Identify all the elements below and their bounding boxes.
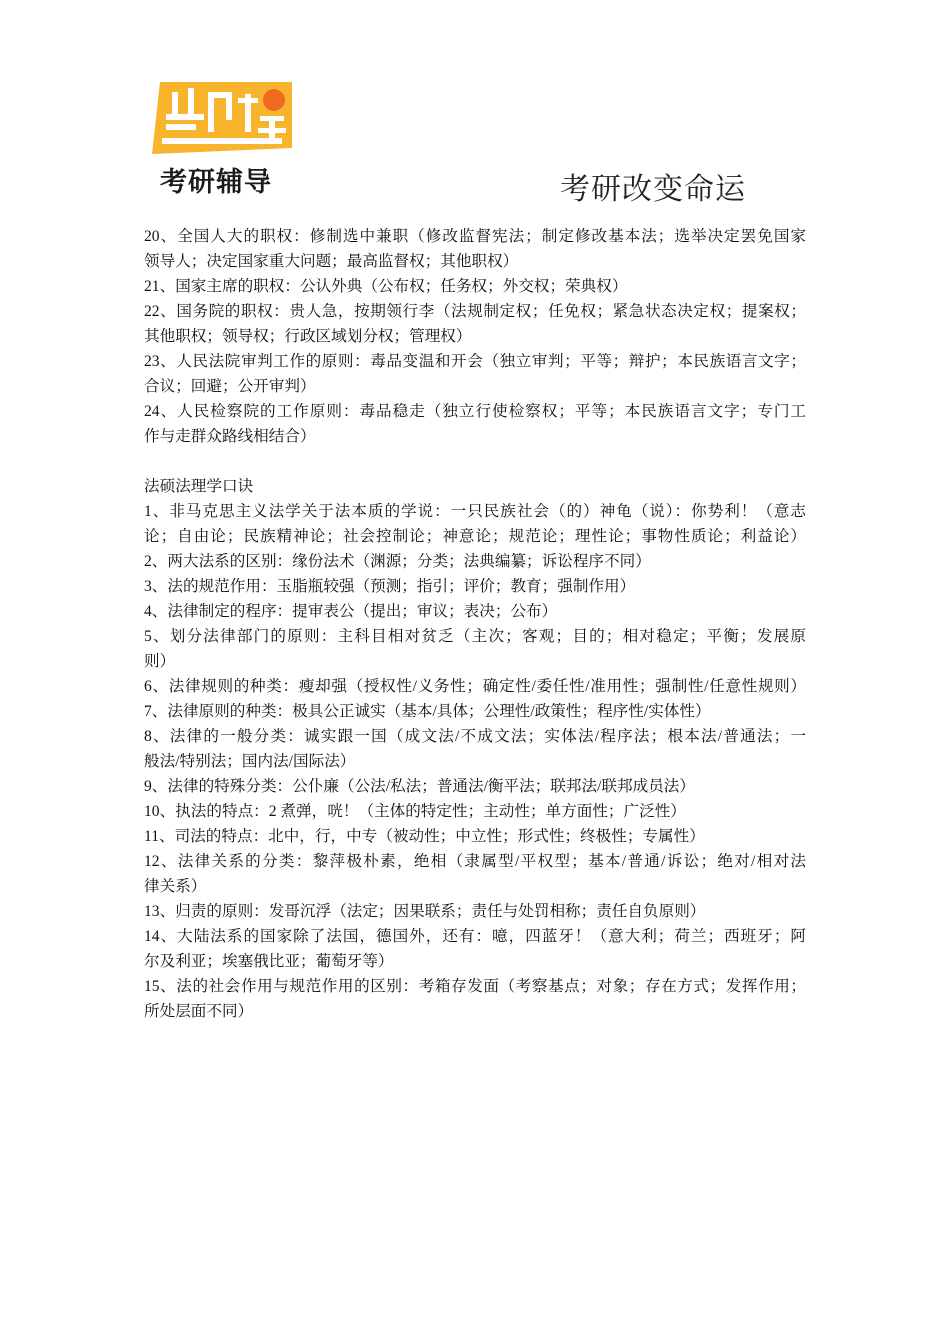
document-body [144,224,806,1024]
text-line: 则） [144,653,176,670]
blank-line [144,449,806,474]
text-line: 14、大陆法系的国家除了法国，德国外，还有：噫，四蓝牙！（意大利；荷兰；西班牙；阿 [144,928,806,945]
slogan: 考研改变命运 [560,173,746,206]
text-line: 9、法律的特殊分类：公仆廉（公法/私法；普通法/衡平法；联邦法/联邦成员法） [144,778,695,795]
text-line: 8、法律的一般分类：诚实跟一国（成文法/不成文法；实体法/程序法；根本法/普通法；一 [144,728,806,745]
text-line: 7、法律原则的种类：极具公正诚实（基本/具体；公理性/政策性；程序性/实体性） [144,703,711,720]
text-line: 5、划分法律部门的原则：主科目相对贫乏（主次；客观；目的；相对稳定；平衡；发展原 [144,628,806,645]
text-line: 12、法律关系的分类：黎萍极朴素，绝相（隶属型/平权型；基本/普通/诉讼；绝对/相对法 [144,853,806,870]
text-line: 10、执法的特点：2 煮弹，咣！（主体的特定性；主动性；单方面性；广泛性） [144,803,686,820]
text-line: 20、全国人大的职权：修制选中兼职（修改监督宪法；制定修改基本法；选举决定罢免国家 [144,228,806,245]
text-line: 22、国务院的职权：贵人急，按期领行李（法规制定权；任免权；紧急状态决定权；提案权； [144,303,806,320]
text-line: 论；自由论；民族精神论；社会控制论；神意论；规范论；理性论；事物性质论；利益论） [144,528,806,545]
text-line: 6、法律规则的种类：瘦却强（授权性/义务性；确定性/委任性/准用性；强制性/任意性规则） [144,678,806,695]
text-line: 律关系） [144,878,207,895]
text-line: 15、法的社会作用与规范作用的区别：考箱存发面（考察基点；对象；存在方式；发挥作用； [144,978,806,995]
text-line: 法硕法理学口诀 [144,478,254,495]
text-line: 11、司法的特点：北中，行，中专（被动性；中立性；形式性；终极性；专属性） [144,828,705,845]
text-line: 其他职权；领导权；行政区域划分权；管理权） [144,328,472,345]
text-line: 3、法的规范作用：玉脂瓶较强（预测；指引；评价；教育；强制作用） [144,578,636,595]
text-line: 23、人民法院审判工作的原则：毒品变温和开会（独立审判；平等；辩护；本民族语言文字； [144,353,806,370]
text-line: 13、归责的原则：发哥沉浮（法定；因果联系；责任与处罚相称；责任自负原则） [144,903,706,920]
logo-mark-icon [152,78,298,154]
text-line: 21、国家主席的职权：公认外典（公布权；任务权；外交权；荣典权） [144,278,628,295]
text-line: 1、非马克思主义法学关于法本质的学说：一只民族社会（的）神龟（说）：你势利！（意志 [144,503,806,520]
text-line: 2、两大法系的区别：缘份法术（渊源；分类；法典编纂；诉讼程序不同） [144,553,651,570]
text-line: 所处层面不同） [144,1003,254,1020]
kaicheng-logo [152,78,302,198]
text-line: 24、人民检察院的工作原则：毒品稳走（独立行使检察权；平等；本民族语言文字；专门工 [144,403,806,420]
logo-subtitle: 考研辅导 [160,167,272,198]
text-line: 4、法律制定的程序：提审表公（提出；审议；表决；公布） [144,603,558,620]
text-line: 领导人；决定国家重大问题；最高监督权；其他职权） [144,253,519,270]
text-line: 合议；回避；公开审判） [144,378,316,395]
text-line: 作与走群众路线相结合） [144,428,316,445]
text-line: 尔及利亚；埃塞俄比亚；葡萄牙等） [144,953,394,970]
text-line: 般法/特别法；国内法/国际法） [144,753,356,770]
